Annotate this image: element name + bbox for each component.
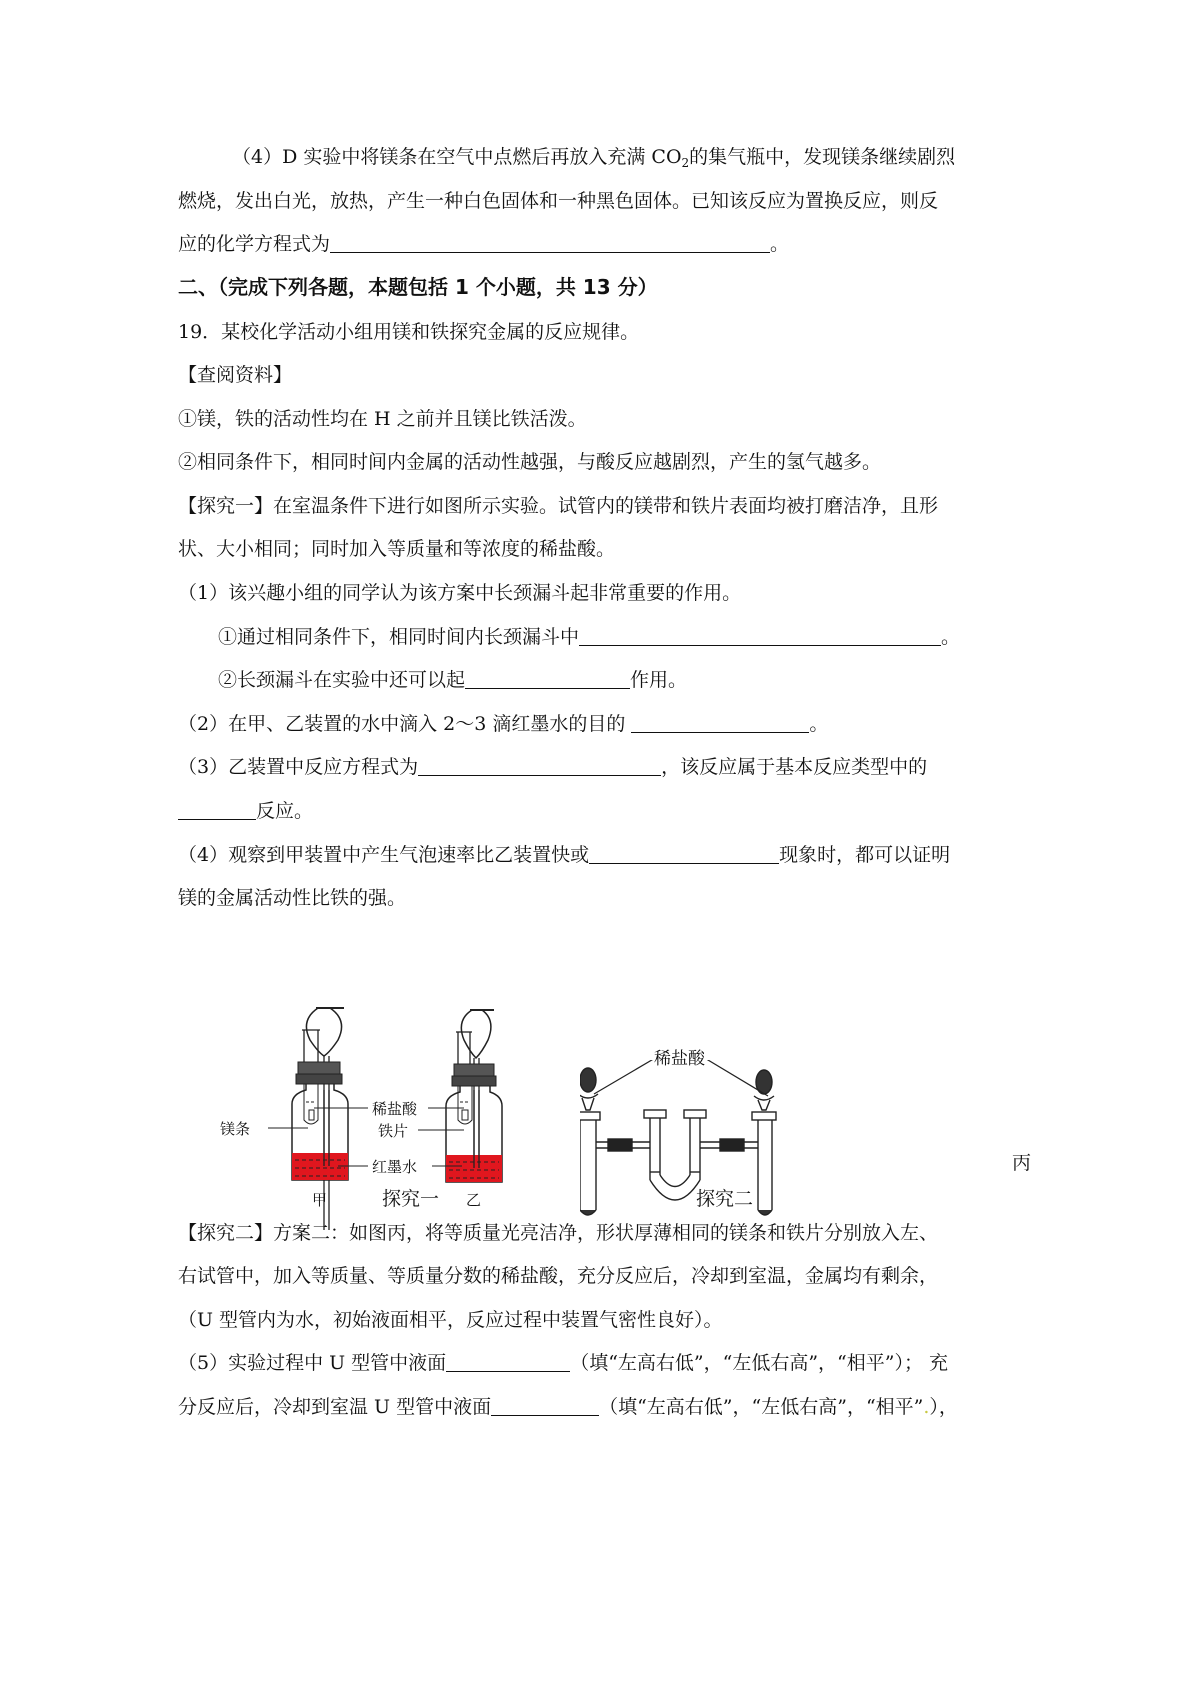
label-hcl-2: 稀盐酸 xyxy=(654,1049,705,1069)
answer-blank[interactable] xyxy=(631,712,809,733)
answer-blank[interactable] xyxy=(178,799,256,820)
part5 xyxy=(178,1351,948,1375)
exp1-line1: 【探究一】在室温条件下进行如图所示实验。试管内的镁带和铁片表面均被打磨洁净，且形 xyxy=(178,495,939,517)
apparatus-yi xyxy=(446,1010,502,1182)
subscript: 2 xyxy=(681,156,690,170)
part3 xyxy=(178,755,927,779)
text: 作用。 xyxy=(630,669,688,691)
ref-header: 【查阅资料】 xyxy=(178,364,293,386)
text: ，该反应属于基本反应类型中的 xyxy=(661,756,928,778)
text: （3）乙装置中反应方程式为 xyxy=(178,756,419,778)
text: （2）在甲、乙装置的水中滴入 2～3 滴红墨水的目的 xyxy=(178,713,626,735)
part4 xyxy=(178,843,950,867)
text: 应的化学方程式为 xyxy=(178,233,331,255)
q4-line2: 燃烧，发出白光，放热，产生一种白色固体和一种黑色固体。已知该反应为置换反应，则反 xyxy=(178,190,939,212)
text: ②长颈漏斗在实验中还可以起 xyxy=(218,669,466,691)
ref-item-2: ②相同条件下，相同时间内金属的活动性越强，与酸反应越剧烈，产生的氢气越多。 xyxy=(178,451,882,473)
part4-cont: 镁的金属活动性比铁的强。 xyxy=(178,887,407,909)
text: 的集气瓶中，发现镁条继续剧烈 xyxy=(689,146,956,168)
text: （4）D 实验中将镁条在空气中点燃后再放入充满 CO xyxy=(232,146,682,168)
q4-line3 xyxy=(178,232,789,256)
part1: （1）该兴趣小组的同学认为该方案中长颈漏斗起非常重要的作用。 xyxy=(178,582,742,604)
label-ink: 红墨水 xyxy=(372,1158,418,1176)
answer-blank[interactable] xyxy=(330,232,770,253)
apparatus-name-yi: 乙 xyxy=(466,1191,482,1209)
text: 。 xyxy=(941,626,961,648)
q19-stem: 19．某校化学活动小组用镁和铁探究金属的反应规律。 xyxy=(178,321,640,343)
answer-blank[interactable] xyxy=(446,1351,570,1372)
answer-blank[interactable] xyxy=(579,625,941,646)
label-mg: 镁条 xyxy=(220,1120,251,1138)
text: 。 xyxy=(809,713,829,735)
text: （填“左高右低”，“左低右高”，“相平”）； 充 xyxy=(570,1352,949,1374)
label-hcl: 稀盐酸 xyxy=(372,1100,418,1118)
figure-caption-1: 探究一 xyxy=(382,1188,440,1210)
text: （4）观察到甲装置中产生气泡速率比乙装置快或 xyxy=(178,844,590,866)
text: （5）实验过程中 U 型管中液面 xyxy=(178,1352,447,1374)
part2 xyxy=(178,712,828,736)
apparatus-name-jia: 甲 xyxy=(312,1191,328,1209)
text: 现象时，都可以证明 xyxy=(779,844,951,866)
figure-exp2 xyxy=(580,1060,840,1240)
answer-blank[interactable] xyxy=(491,1395,599,1416)
answer-blank[interactable] xyxy=(589,843,779,864)
answer-blank[interactable] xyxy=(465,668,630,689)
exp2-line3: （U 型管内为水，初始液面相平，反应过程中装置气密性良好）。 xyxy=(178,1309,723,1331)
q4-line1 xyxy=(232,145,955,169)
stray-dot: . xyxy=(923,1396,930,1418)
ref-item-1: ①镁，铁的活动性均在 H 之前并且镁比铁活泼。 xyxy=(178,408,587,430)
text: ①通过相同条件下，相同时间内长颈漏斗中 xyxy=(218,626,580,648)
exp1-line2: 状、大小相同；同时加入等质量和等浓度的稀盐酸。 xyxy=(178,538,616,560)
text: 。 xyxy=(770,233,790,255)
part5-cont xyxy=(178,1395,958,1419)
part3-cont xyxy=(178,799,313,823)
part1-2 xyxy=(218,668,687,692)
apparatus-name-bing: 丙 xyxy=(1012,1152,1032,1174)
exp2-line1: 【探究二】方案二：如图丙，将等质量光亮洁净，形状厚薄相同的镁条和铁片分别放入左、 xyxy=(178,1222,939,1244)
text: 反应。 xyxy=(256,800,314,822)
text: 分反应后，冷却到室温 U 型管中液面 xyxy=(178,1396,492,1418)
section-title: 二、（完成下列各题，本题包括 1 个小题，共 13 分） xyxy=(178,275,658,299)
text: （填“左高右低”，“左低右高”，“相平” xyxy=(599,1396,924,1418)
figure-exp1 xyxy=(200,990,540,1230)
figure-caption-2: 探究二 xyxy=(696,1188,754,1210)
answer-blank[interactable] xyxy=(418,755,661,776)
exp2-line2: 右试管中，加入等质量、等质量分数的稀盐酸，充分反应后，冷却到室温，金属均有剩余， xyxy=(178,1265,939,1287)
label-fe: 铁片 xyxy=(378,1122,409,1140)
part1-1 xyxy=(218,625,960,649)
text: ）， xyxy=(929,1396,958,1418)
